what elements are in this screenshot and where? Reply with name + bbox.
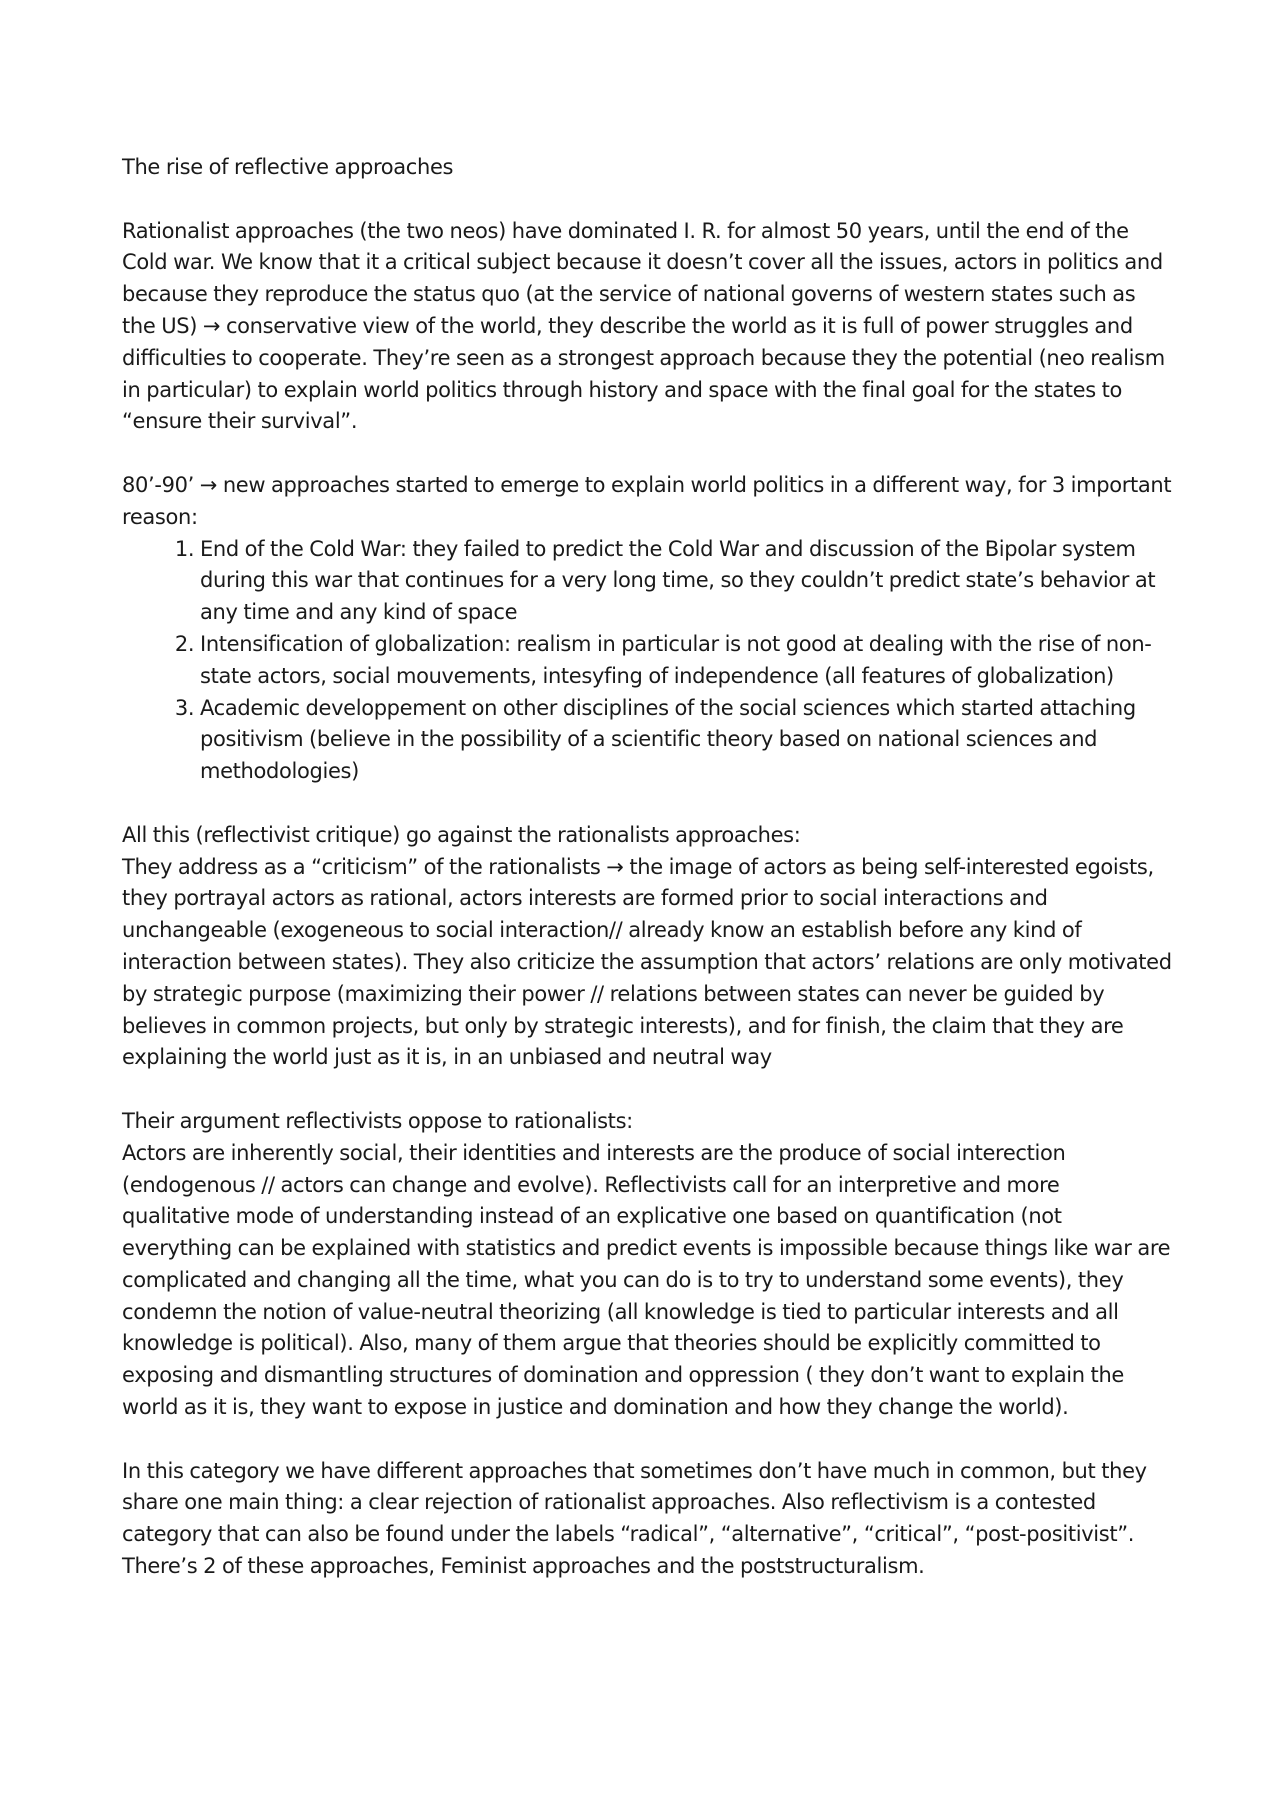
paragraph-rationalist-approaches: Rationalist approaches (the two neos) have dominated I. R. for almost 50 years, until the end of the Cold war. We know that it a critical subject because it doesn’t cover all the issues, actors in politics and because they reproduce the status quo (at the service of national governs of western states such as the US) → conservative view of the world, they describe the world as it is full of power struggles and difficulties to cooperate. They’re seen as a strongest approach because they the potential (neo realism in particular) to explain world politics through history and space with the final goal for the states to “ensure their survival”. [122, 218, 1165, 434]
paragraph-new-approaches: 80’-90’ → new approaches started to emerge to explain world politics in a different way, for 3 important reason: [122, 472, 1172, 529]
paragraph-critique-body: They address as a “criticism” of the rationalists → the image of actors as being self-interested egoists, they portrayal actors as rational, actors interests are formed prior to social interactions and unchangeable (exogeneous to social interaction// already know an establish before any kind of interaction between states). They also criticize the assumption that actors’ relations are only motivated by strategic purpose (maximizing their power // relations between states can never be guided by believes in common projects, but only by strategic interests), and for finish, the claim that they are explaining the world just as it is, in an unbiased and neutral way [122, 854, 1172, 1070]
paragraph-gap [122, 184, 1172, 216]
reasons-list [122, 534, 1172, 788]
paragraph-gap [122, 1074, 1172, 1106]
paragraph-two-approaches: There’s 2 of these approaches, Feminist approaches and the poststructuralism. [122, 1554, 925, 1579]
paragraph-critique-lead: All this (reflectivist critique) go against the rationalists approaches: [122, 822, 801, 847]
document-body [122, 152, 1172, 1583]
reason-item-globalization: 2. Intensification of globalization: realism in particular is not good at dealing with the rise of non-state actors, social mouvements, intesyfing of independence (all features of globalization) [200, 629, 1172, 693]
paragraph-argument-body: Actors are inherently social, their identities and interests are the produce of social interection (endogenous // actors can change and evolve). Reflectivists call for an interpretive and more qualitative mode of understanding instead of an explicative one based on quantification (not everything can be explained with statistics and predict events is impossible because things like war are complicated and changing all the time, what you can do is to try to understand some events), they condemn the notion of value-neutral theorizing (all knowledge is tied to particular interests and all knowledge is political). Also, many of them argue that theories should be explicitly committed to exposing and dismantling structures of domination and oppression ( they don’t want to explain the world as it is, they want to expose in justice and domination and how they change the world). [122, 1140, 1171, 1420]
reason-item-academic: 3. Academic developpement on other disciplines of the social sciences which started attaching positivism (believe in the possibility of a scientific theory based on national sciences and methodologies) [200, 693, 1172, 788]
document-title: The rise of reflective approaches [122, 155, 454, 179]
paragraph-gap [122, 1424, 1172, 1456]
paragraph-gap [122, 438, 1172, 470]
paragraph-argument-lead: Their argument reflectivists oppose to rationalists: [122, 1108, 633, 1133]
paragraph-category: In this category we have different approaches that sometimes don’t have much in common, but they share one main thing: a clear rejection of rationalist approaches. Also reflectivism is a contested category that can also be found under the labels “radical”, “alternative”, “critical”, “post-positivist”. [122, 1458, 1147, 1547]
paragraph-gap [122, 788, 1172, 820]
reason-item-cold-war: 1. End of the Cold War: they failed to predict the Cold War and discussion of the Bipolar system during this war that continues for a very long time, so they couldn’t predict state’s behavior at any time and any kind of space [200, 534, 1172, 629]
